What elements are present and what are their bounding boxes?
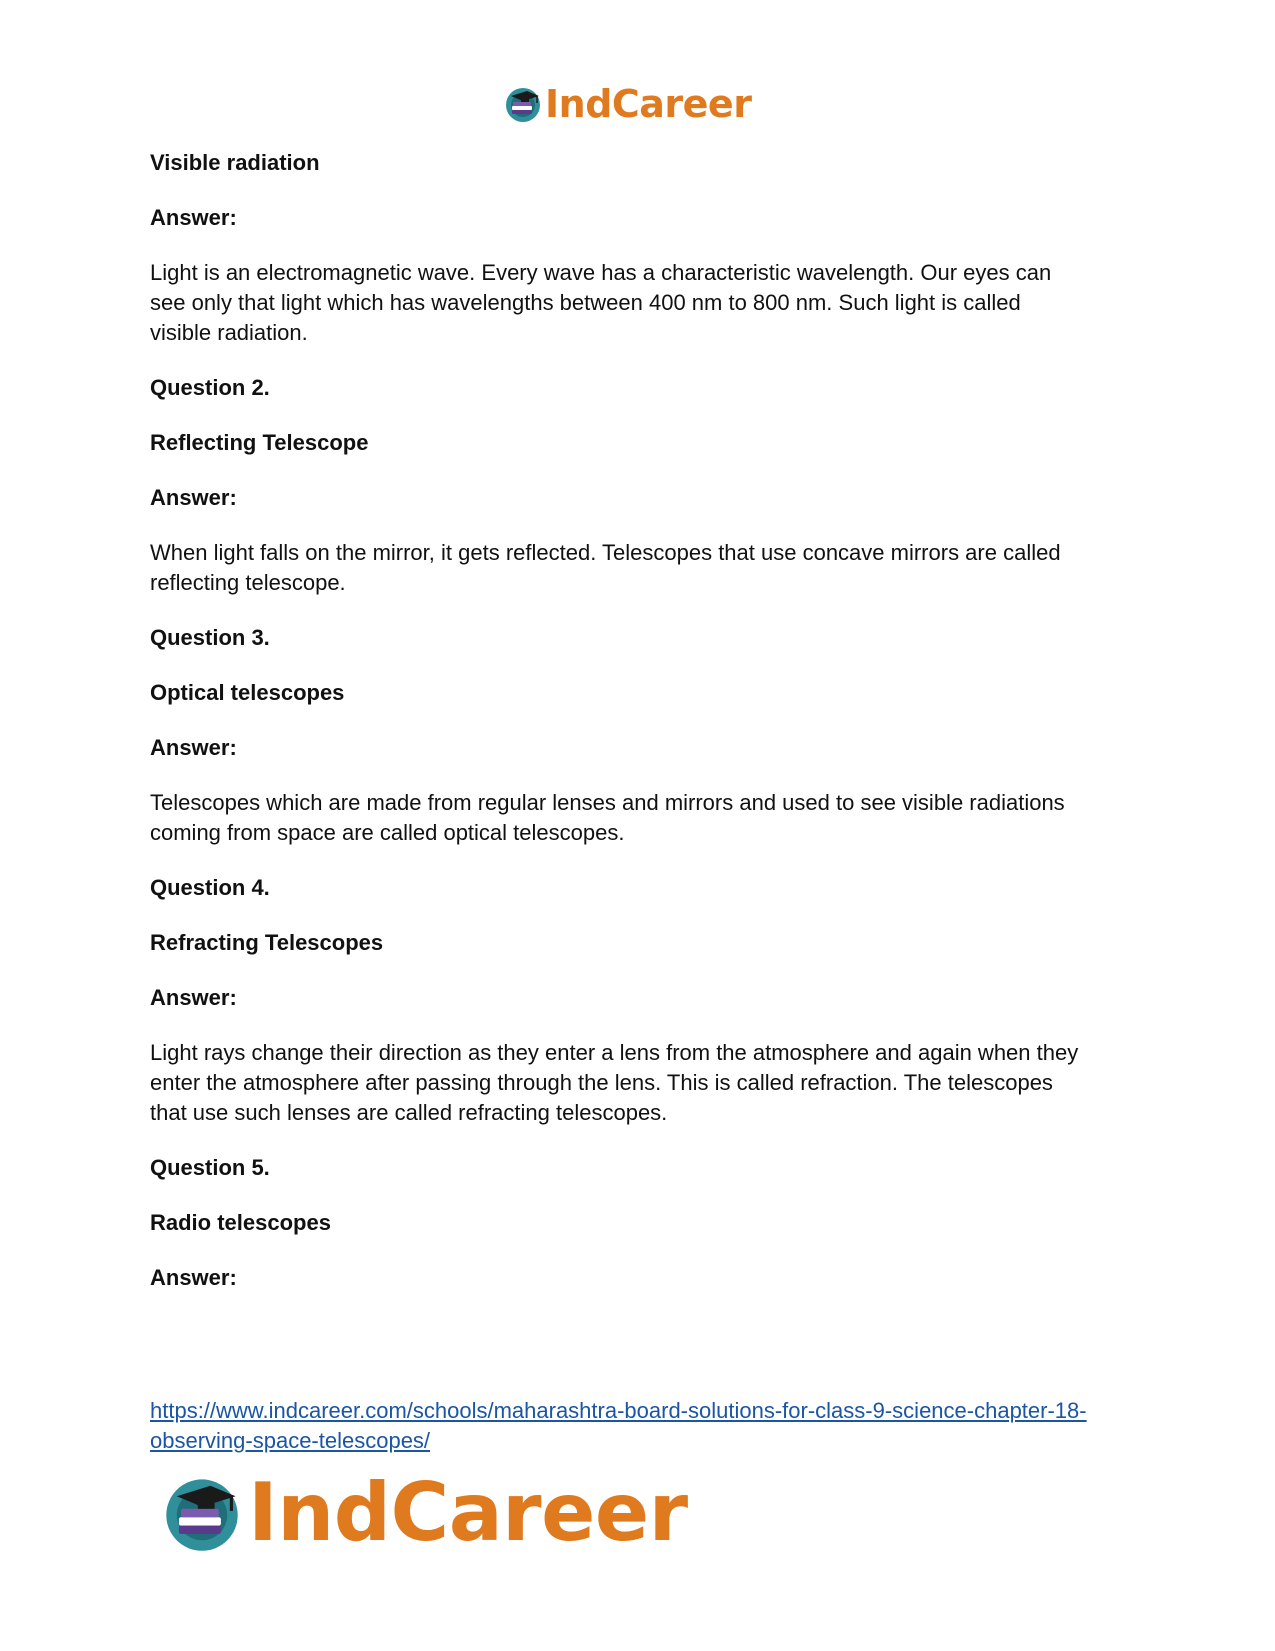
graduation-book-icon [160, 1471, 244, 1555]
header-logo [503, 80, 773, 128]
paragraph-line: reflecting telescope. [150, 570, 346, 595]
paragraph-line: Light rays change their direction as they enter a lens from the atmosphere and again when they [150, 1040, 1079, 1065]
heading-refracting-telescopes: Refracting Telescopes [150, 930, 384, 955]
footer-logo-text: IndCareer [248, 1465, 688, 1559]
answer-label: Answer: [150, 485, 237, 510]
paragraph-line: Telescopes which are made from regular lenses and mirrors and used to see visible radiations [150, 790, 1065, 815]
question-5-label: Question 5. [150, 1155, 270, 1180]
answer-label: Answer: [150, 735, 237, 760]
paragraph-line: see only that light which has wavelengths between 400 nm to 800 nm. Such light is called [150, 290, 1021, 315]
source-link-line[interactable]: observing-space-telescopes/ [150, 1428, 431, 1453]
footer-logo [160, 1465, 700, 1560]
paragraph-line: visible radiation. [150, 320, 308, 345]
answer-label: Answer: [150, 985, 237, 1010]
answer-paragraph [150, 258, 1130, 348]
paragraph-line: enter the atmosphere after passing through the lens. This is called refraction. The telescopes [150, 1070, 1053, 1095]
heading-radio-telescopes: Radio telescopes [150, 1210, 331, 1235]
paragraph-line: that use such lenses are called refracting telescopes. [150, 1100, 668, 1125]
paragraph-line: When light falls on the mirror, it gets reflected. Telescopes that use concave mirrors are called [150, 540, 1061, 565]
answer-label: Answer: [150, 1265, 237, 1290]
answer-paragraph [150, 1038, 1130, 1128]
question-3-label: Question 3. [150, 625, 270, 650]
heading-optical-telescopes: Optical telescopes [150, 680, 345, 705]
graduation-book-icon [503, 84, 543, 124]
question-4-label: Question 4. [150, 875, 270, 900]
answer-paragraph [150, 538, 1130, 598]
source-link[interactable] [150, 1398, 1087, 1453]
paragraph-line: coming from space are called optical telescopes. [150, 820, 625, 845]
answer-paragraph [150, 788, 1130, 848]
header-logo-text: IndCareer [545, 82, 752, 126]
question-2-label: Question 2. [150, 375, 270, 400]
source-link-block [150, 1396, 1140, 1456]
document-body [150, 148, 1130, 1318]
answer-label: Answer: [150, 205, 237, 230]
paragraph-line: Light is an electromagnetic wave. Every wave has a characteristic wavelength. Our eyes can [150, 260, 1052, 285]
heading-visible-radiation: Visible radiation [150, 150, 320, 175]
heading-reflecting-telescope: Reflecting Telescope [150, 430, 369, 455]
source-link-line[interactable]: https://www.indcareer.com/schools/maharashtra-board-solutions-for-class-9-science-chapter-18- [150, 1398, 1087, 1423]
